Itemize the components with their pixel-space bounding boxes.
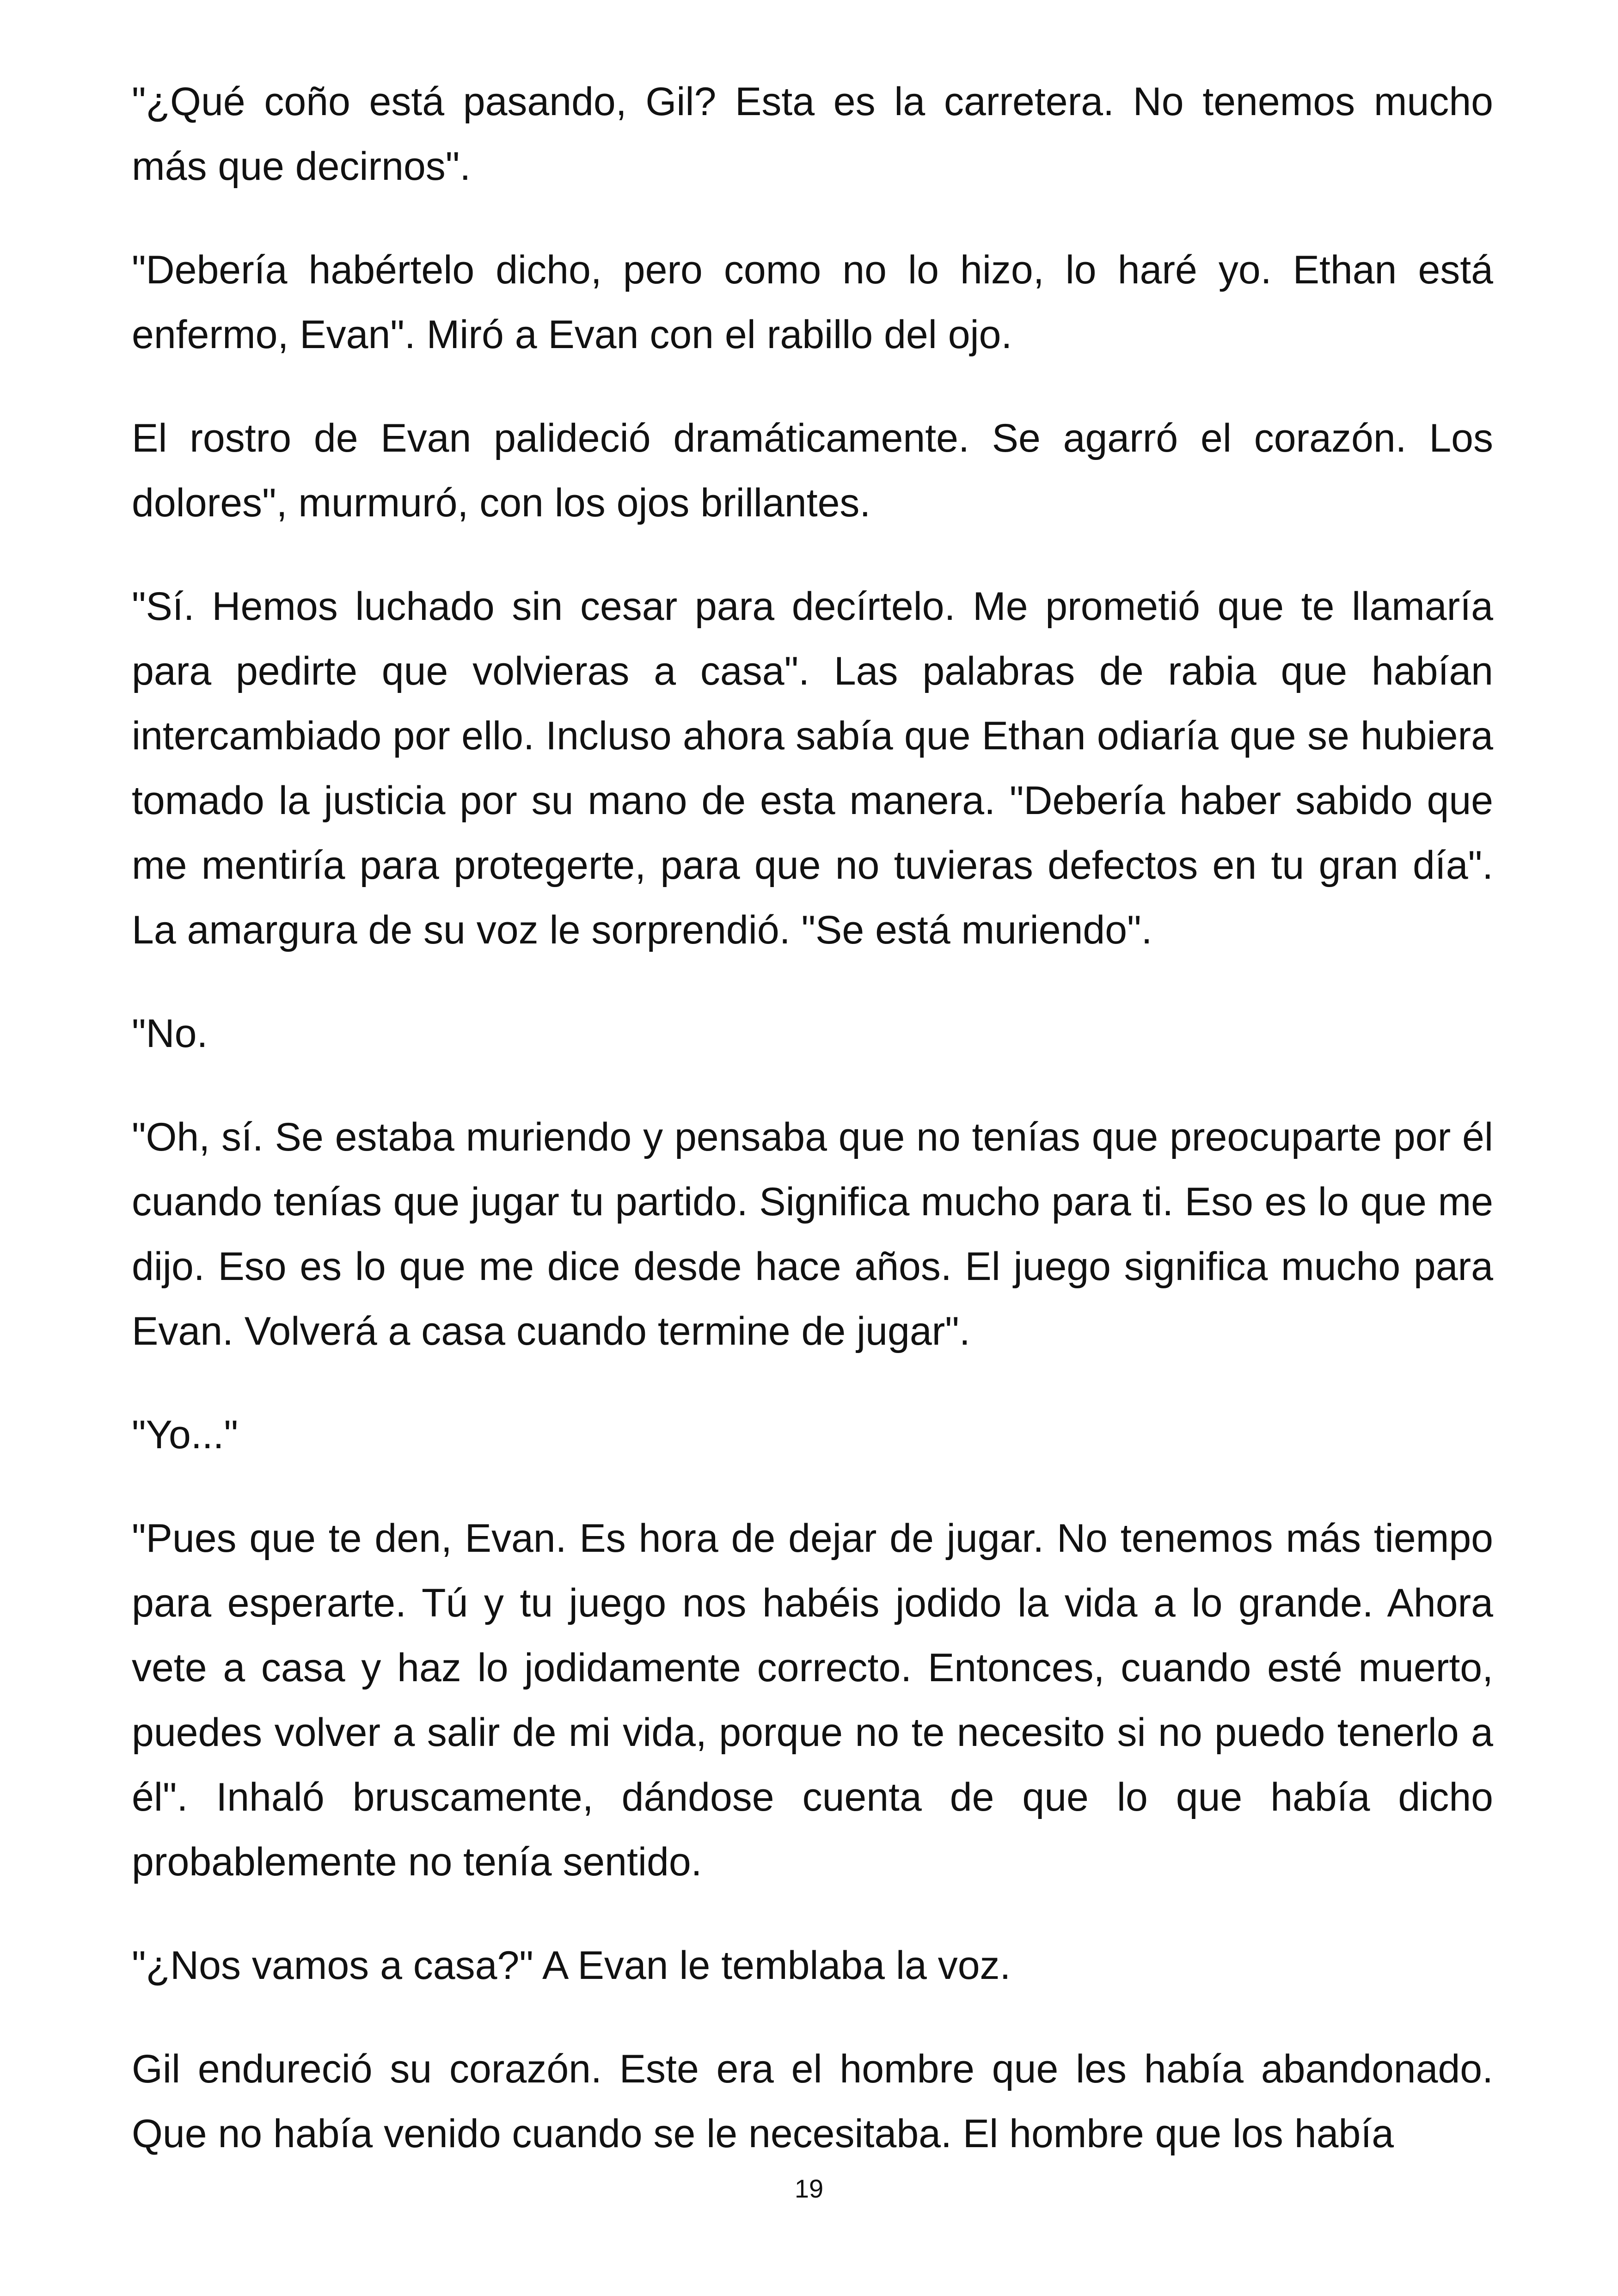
paragraph: "¿Nos vamos a casa?" A Evan le temblaba la voz. bbox=[132, 1943, 1011, 1988]
paragraph: "Debería habértelo dicho, pero como no lo hizo, lo haré yo. Ethan está enfermo, Evan". Miró a Evan con el rabillo del ojo. bbox=[132, 248, 1493, 357]
paragraph: "No. bbox=[132, 1011, 208, 1056]
paragraph: "Yo..." bbox=[132, 1413, 239, 1457]
paragraph: "Pues que te den, Evan. Es hora de dejar de jugar. No tenemos más tiempo para esperarte. Tú y tu juego nos habéis jodido la vida a lo grande. Ahora vete a casa y haz lo jodidamente correcto. Entonces, cuando esté muerto, puedes volver a salir de mi vida, porque no te necesito si no puedo tenerlo a él". Inhaló bruscamente, dándose cuenta de que lo que había dicho probablemente no tenía sentido. bbox=[132, 1516, 1493, 1884]
page-number: 19 bbox=[794, 2174, 824, 2203]
paragraph: "Sí. Hemos luchado sin cesar para decírtelo. Me prometió que te llamaría para pedirte que volvieras a casa". Las palabras de rabia que habían intercambiado por ello. Incluso ahora sabía que Ethan odiaría que se hubiera tomado la justicia por su mano de esta manera. "Debería haber sabido que me mentiría para protegerte, para que no tuvieras defectos en tu gran día". La amargura de su voz le sorprendió. "Se está muriendo". bbox=[132, 584, 1493, 952]
paragraph: El rostro de Evan palideció dramáticamente. Se agarró el corazón. Los dolores", murmuró, con los ojos brillantes. bbox=[132, 416, 1493, 525]
paragraph: "Oh, sí. Se estaba muriendo y pensaba que no tenías que preocuparte por él cuando tenías que jugar tu partido. Significa mucho para ti. Eso es lo que me dijo. Eso es lo que me dice desde hace años. El juego significa mucho para Evan. Volverá a casa cuando termine de jugar". bbox=[132, 1115, 1493, 1353]
paragraph: "¿Qué coño está pasando, Gil? Esta es la carretera. No tenemos mucho más que decirnos". bbox=[132, 80, 1493, 189]
body-text bbox=[132, 69, 1493, 2205]
paragraph: Gil endureció su corazón. Este era el hombre que les había abandonado. Que no había venido cuando se le necesitaba. El hombre que los había bbox=[132, 2047, 1493, 2156]
